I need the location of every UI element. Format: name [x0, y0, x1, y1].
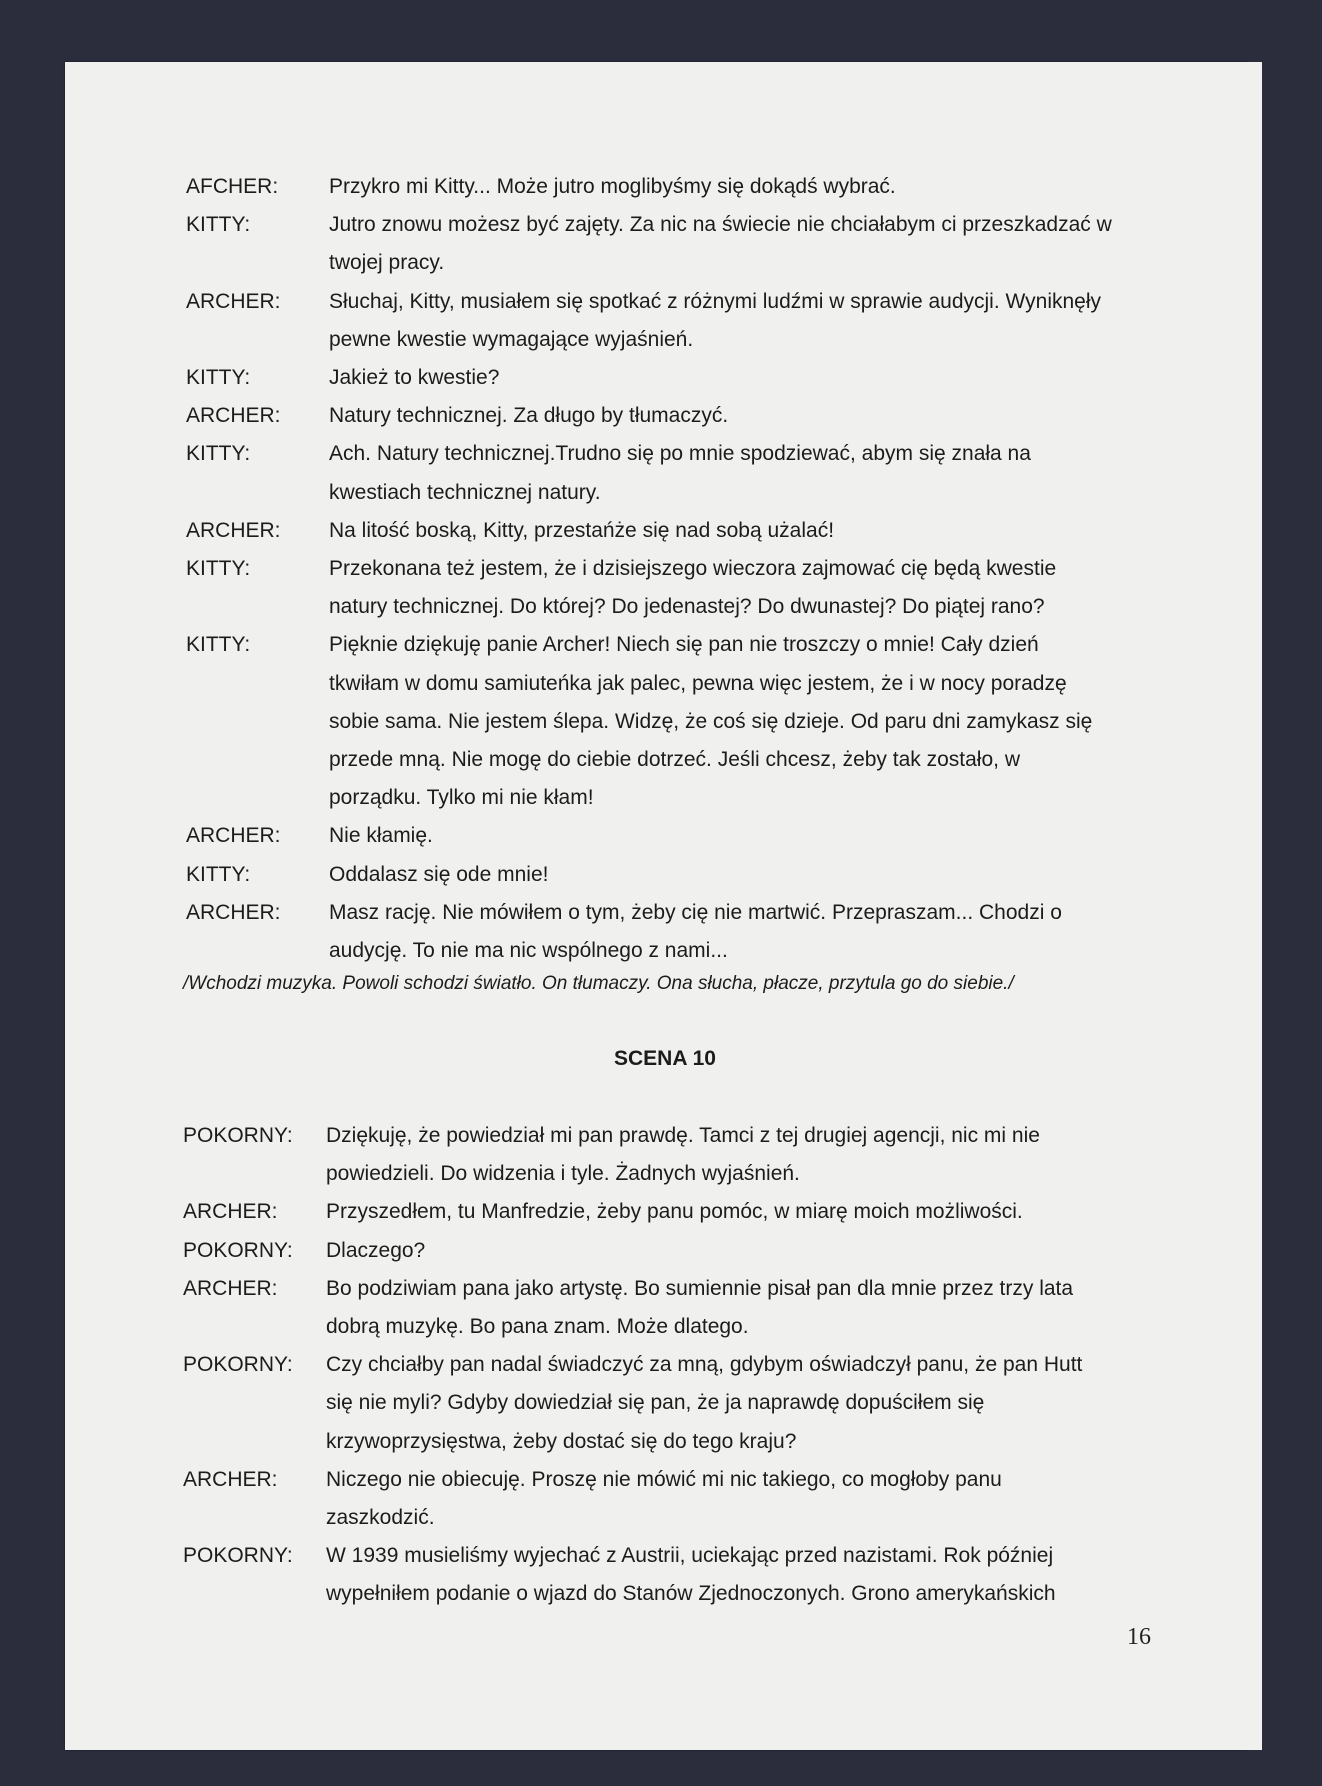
speaker-name: AFCHER:	[186, 175, 279, 198]
paper-edge	[1248, 62, 1262, 1750]
speaker-name: POKORNY:	[183, 1353, 293, 1377]
speaker-name: ARCHER:	[183, 1467, 278, 1491]
dialogue-line: porządku. Tylko mi nie kłam!	[329, 786, 594, 810]
speaker-name: ARCHER:	[186, 900, 281, 924]
dialogue-line: krzywoprzysięstwa, żeby dostać się do tego kraju?	[326, 1429, 797, 1453]
stage-direction: /Wchodzi muzyka. Powoli schodzi światło. On tłumaczy. Ona słucha, płacze, przytula go do siebie./	[183, 973, 1014, 994]
page-number: 16	[1127, 1624, 1151, 1650]
speaker-name: KITTY:	[186, 442, 251, 466]
dialogue-line: Przykro mi Kitty... Może jutro moglibyśmy się dokądś wybrać.	[329, 175, 896, 198]
speaker-name: ARCHER:	[183, 1276, 278, 1300]
dialogue-line: Na litość boską, Kitty, przestańże się nad sobą użalać!	[329, 518, 835, 542]
speaker-name: POKORNY:	[183, 1544, 293, 1568]
speaker-name: POKORNY:	[183, 1124, 293, 1147]
dialogue-line: Jakież to kwestie?	[329, 366, 500, 389]
dialogue-line: przede mną. Nie mogę do ciebie dotrzeć. Jeśli chcesz, żeby tak zostało, w	[329, 748, 1020, 771]
scene-heading: SCENA 10	[614, 1047, 716, 1070]
dialogue-line: audycję. To nie ma nic wspólnego z nami...	[329, 939, 728, 962]
dialogue-line: Oddalasz się ode mnie!	[329, 862, 549, 886]
speaker-name: KITTY:	[186, 213, 251, 237]
dialogue-line: Przekonana też jestem, że i dzisiejszego wieczora zajmować cię będą kwestie	[329, 557, 1057, 580]
dialogue-line: twojej pracy.	[329, 251, 445, 275]
dialogue-line: Czy chciałby pan nadal świadczyć za mną, gdybym oświadczył panu, że pan Hutt	[326, 1353, 1083, 1377]
dialogue-line: wypełniłem podanie o wjazd do Stanów Zjednoczonych. Grono amerykańskich	[326, 1582, 1056, 1606]
dialogue-line: natury technicznej. Do której? Do jedenastej? Do dwunastej? Do piątej rano?	[329, 595, 1045, 619]
dialogue-line: tkwiłam w domu samiuteńka jak palec, pewna więc jestem, że i w nocy poradzę	[329, 671, 1067, 695]
speaker-name: ARCHER:	[186, 518, 281, 542]
dialogue-line: Pięknie dziękuję panie Archer! Niech się pan nie troszczy o mnie! Cały dzień	[329, 633, 1039, 657]
speaker-name: ARCHER:	[186, 404, 281, 428]
dialogue-line: kwestiach technicznej natury.	[329, 480, 601, 504]
dialogue-line: Przyszedłem, tu Manfredzie, żeby panu pomóc, w miarę moich możliwości.	[326, 1200, 1023, 1224]
dialogue-line: Niczego nie obiecuję. Proszę nie mówić mi nic takiego, co mogłoby panu	[326, 1467, 1002, 1491]
dialogue-line: Jutro znowu możesz być zajęty. Za nic na świecie nie chciałabym ci przeszkadzać w	[329, 213, 1112, 237]
dialogue-line: W 1939 musieliśmy wyjechać z Austrii, uciekając przed nazistami. Rok później	[326, 1544, 1054, 1568]
speaker-name: KITTY:	[186, 633, 251, 657]
dialogue-line: dobrą muzykę. Bo pana znam. Może dlatego.	[326, 1315, 749, 1338]
dialogue-line: powiedzieli. Do widzenia i tyle. Żadnych wyjaśnień.	[326, 1162, 800, 1186]
speaker-name: ARCHER:	[183, 1200, 278, 1224]
dialogue-line: Masz rację. Nie mówiłem o tym, żeby cię nie martwić. Przepraszam... Chodzi o	[329, 900, 1062, 924]
dialogue-line: Natury technicznej. Za długo by tłumaczyć.	[329, 404, 729, 428]
dialogue-line: zaszkodzić.	[326, 1506, 435, 1529]
speaker-name: KITTY:	[186, 366, 251, 389]
speaker-name: ARCHER:	[186, 824, 281, 848]
dialogue-line: sobie sama. Nie jestem ślepa. Widzę, że coś się dzieje. Od paru dni zamykasz się	[329, 709, 1093, 733]
speaker-name: KITTY:	[186, 862, 251, 886]
dialogue-line: pewne kwestie wymagające wyjaśnień.	[329, 327, 694, 351]
speaker-name: ARCHER:	[186, 289, 281, 313]
speaker-name: KITTY:	[186, 557, 251, 580]
dialogue-line: Słuchaj, Kitty, musiałem się spotkać z różnymi ludźmi w sprawie audycji. Wyniknęły	[329, 289, 1102, 313]
dialogue-line: się nie myli? Gdyby dowiedział się pan, że ja naprawdę dopuściłem się	[326, 1391, 985, 1415]
dialogue-line: Dziękuję, że powiedział mi pan prawdę. Tamci z tej drugiej agencji, nic mi nie	[326, 1124, 1040, 1147]
dialogue-line: Dlaczego?	[326, 1238, 426, 1262]
speaker-name: POKORNY:	[183, 1238, 293, 1262]
dialogue-line: Nie kłamię.	[329, 824, 433, 848]
dialogue-line: Bo podziwiam pana jako artystę. Bo sumiennie pisał pan dla mnie przez trzy lata	[326, 1276, 1074, 1300]
dialogue-line: Ach. Natury technicznej.Trudno się po mnie spodziewać, abym się znała na	[329, 442, 1031, 466]
